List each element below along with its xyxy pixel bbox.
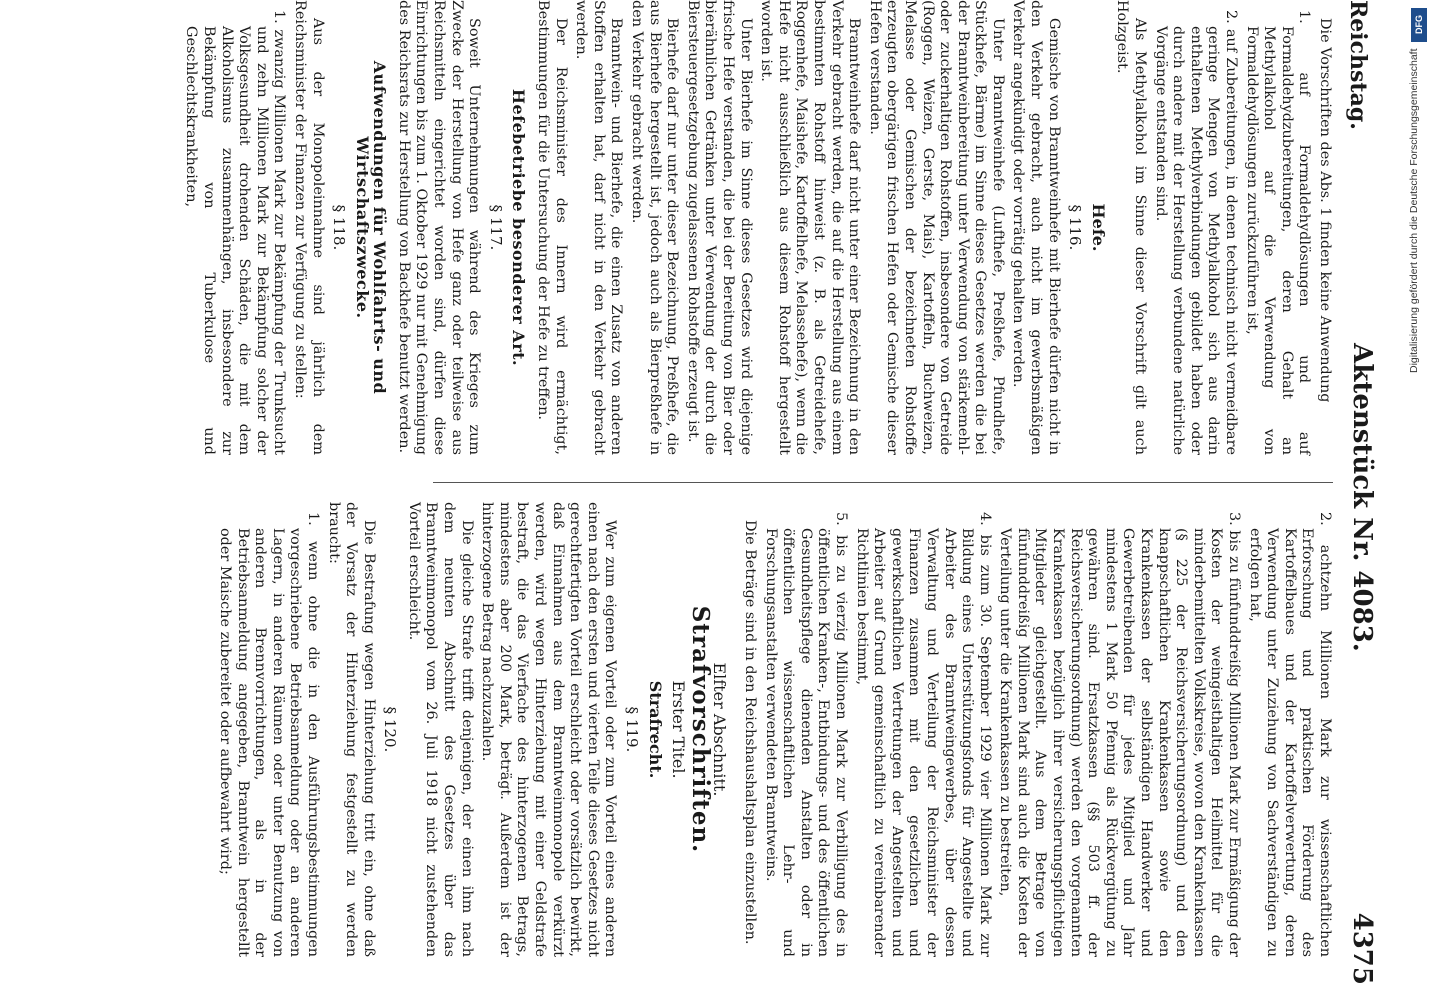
paragraph: Die Vorschriften des Abs. 1 finden keine Anwendung xyxy=(1317,18,1333,403)
paragraph: Branntwein- und Bierhefe, die einen Zusatz von anderen Stoffen erhalten hat, darf nicht in den Verkehr gebracht werden. xyxy=(573,0,625,455)
paragraph: Unter Bierhefe im Sinne dieses Gesetzes wird diejenige frische Hefe verstanden, die bei der Bereitung von Bier oder bierähnlichen Getränken unter Verwendung der durch die Biersteuergesetzgebung zugelassenen Rohstoffe erzeugt ist. xyxy=(684,0,754,455)
section-title: Hefe. xyxy=(1088,203,1108,252)
page-header xyxy=(1343,0,1377,995)
paragraph: Bierhefe darf nur unter dieser Bezeichnung, Preßhefe, die aus Bierhefe hergestellt ist, jedoch auch als Bierpreßhefe in den Verkehr gebracht werden. xyxy=(629,0,681,455)
paragraph: Die Beträge sind in den Reichshaushaltsplan einzustellen. xyxy=(742,520,758,945)
header-institution: Reichstag. xyxy=(1345,0,1371,130)
section-number: § 117. xyxy=(486,204,505,251)
dfg-logo-icon: DFG xyxy=(1411,8,1427,42)
paragraph: Branntweinhefe darf nicht unter einer Bezeichnung in den Verkehr gebracht werden, die auf die Herstellung aus einem bestimmten Rohstoff hinweist (z. B. als Getreidehefe, Roggenhefe, Maishefe, Kartoffelhefe, Melassehefe), wenn die Hefe nicht ausschließlich aus diesem Rohstoff hergestellt worden ist. xyxy=(758,0,863,455)
left-column xyxy=(179,0,1333,455)
chapter-label: Elfter Abschnitt. xyxy=(710,662,730,797)
column-divider xyxy=(433,482,1333,483)
section-number: § 116. xyxy=(1066,204,1085,251)
paragraph: Der Reichsminister des Innern wird ermächtigt, Bestimmungen für die Untersuchung der Hefe zu treffen. xyxy=(535,0,569,455)
paragraph: Unter Branntweinhefe (Lufthefe, Preßhefe, Pfundhefe, Stückhefe, Bärme) im Sinne dieses Gesetzes werden die bei der Branntweinbereitung unter Verwendung von stärkemehl- oder zuckerhaltigen Rohstoffen, insbesondere von Getreide (Roggen, Weizen, Gerste, Mais), Kartoffeln, Buchweizen, Melasse oder Gemischen der bezeichneten Rohstoffe erzeugten obergärigen frischen Hefen oder Gemische dieser Hefen verstanden. xyxy=(866,0,1006,455)
section-title: Hefebetriebe besonderer Art. xyxy=(509,88,529,367)
paragraph: Gemische von Branntweinhefe mit Bierhefe dürfen nicht in den Verkehr gebracht, auch nicht im gewerbsmäßigen Verkehr angekündigt oder vorrätig gehalten werden. xyxy=(1010,0,1062,455)
list-item: 5. bis zu vierzig Millionen Mark zur Verbilligung des in öffentlichen Kranken-, Entbindungs- und des öffentlichen Gesundheitspflege dienenden Anstalten oder in öffentlichen wissenschaftlichen Lehr- und Forschungsanstalten verwendeten Branntweins. xyxy=(762,512,849,957)
paragraph: Als Methylalkohol im Sinne dieser Vorschrift gilt auch Holzgeist. xyxy=(1114,0,1149,455)
paragraph: Die gleiche Strafe trifft denjenigen, der einen ihm nach dem neunten Abschnitt des Gesetzes über das Branntweinmonopol vom 26. Juli 1918 nicht zustehenden Vorteil erschleicht. xyxy=(405,502,475,957)
list-item: 3. bis zu fünfunddreißig Millionen Mark zur Ermäßigung der Kosten der weingeisthaltigen Heilmittel für die minderbemittelten Volkskreise, wovon den Krankenkassen (§ 225 der Reichsversicherungsordnung) und den knappschaftlichen Krankenkassen sowie den Krankenkassen der selbständigen Handwerker und Gewerbetreibenden für jedes Mitglied und Jahr mindestens 1 Mark 50 Pfennig als Rückvergütung zu gewähren sind. Ersatzkassen (§§ 503 ff. der Reichsversicherungsordnung) werden den vorgenannten Krankenkassen bezüglich ihrer versicherungspflichtigen Mitglieder gleichgestellt. Aus dem Betrage von fünfunddreißig Millionen Mark sind auch die Kosten der Verteilung unter die Krankenkassen zu bestreiten, xyxy=(997,512,1243,957)
list-item: 1. wenn ohne die in den Ausführungsbestimmungen vorgeschriebene Betriebsanmeldung oder an anderen Lagern, in anderen Räumen oder unter Benutzung von anderen Brennvorrichtungen, als in der Betriebsanmeldung angegeben, Branntwein hergestellt oder Maische zubereitet oder aufbewahrt wird; xyxy=(216,512,321,957)
subchapter-label: Erster Titel. xyxy=(669,680,689,779)
section-title: Aufwendungen für Wohlfahrts- und Wirtschaftszwecke. xyxy=(352,60,390,395)
section-number: § 118. xyxy=(330,204,349,251)
list-item: 2. auf Zubereitungen, in denen technisch nicht vermeidbare geringe Mengen von Methylalkohol sich aus darin enthaltenen Methylverbindungen gebildet haben oder durch andere mit der Herstellung verbundene natürliche Vorgänge entstanden sind. xyxy=(1152,10,1240,455)
list-item: 4. bis zum 30. September 1929 vier Millionen Mark zur Bildung eines Unterstützungsfonds für Angestellte und Arbeiter des Branntweingewerbes, über dessen Verwaltung und Verteilung der Reichsminister der Finanzen zusammen mit den gesetzlichen und gewerkschaftlichen Vertretungen der Angestellten und Arbeiter auf Grund gemeinschaftlich zu vereinbarender Richtlinien bestimmt, xyxy=(853,512,993,957)
section-number: § 120. xyxy=(381,706,400,753)
section-number: § 119. xyxy=(623,706,642,753)
paragraph: Soweit Unternehmungen während des Krieges zum Zwecke der Herstellung von Hefe ganz oder teilweise aus Reichsmitteln eingerichtet worden sind, dürfen diese Einrichtungen bis zum 1. Oktober 1929 nur mit Genehmigung des Reichsrats zur Herstellung von Backhefe benutzt werden. xyxy=(395,0,483,455)
section-title: Strafrecht. xyxy=(645,680,665,779)
list-item: 1. auf Formaldehydlösungen und auf Formaldehydzubereitungen, deren Gehalt an Methylalkohol auf die Verwendung von Formaldehydlösungen zurückzuführen ist, xyxy=(1243,10,1313,455)
right-column xyxy=(212,502,1333,957)
paragraph: Die Bestrafung wegen Hinterziehung tritt ein, ohne daß der Vorsatz der Hinterziehung festgestellt zu werden braucht: xyxy=(325,502,377,957)
header-document-title: Aktenstück Nr. 4083. xyxy=(1347,343,1377,652)
paragraph: Aus der Monopoleinnahme sind jährlich dem Reichsminister der Finanzen zur Verfügung zu stellen: xyxy=(291,0,326,455)
list-item: 1. zwanzig Millionen Mark zur Bekämpfung der Trunksucht und zehn Millionen Mark zur Bekämpfung solcher der Volksgesundheit drohenden Schäden, die mit dem Alkoholismus zusammenhängen, insbesondere zur Bekämpfung von Tuberkulose und Geschlechtskrankheiten, xyxy=(183,10,288,455)
list-item: 2. achtzehn Millionen Mark zur wissenschaftlichen Erforschung und praktischen Förderung des Kartoffelbaues und der Kartoffelverwertung, deren Verwendung unter Zuziehung von Sachverständigen zu erfolgen hat, xyxy=(1246,512,1333,957)
paragraph: Wer zum eigenen Vorteil oder zum Vorteil eines anderen einen nach den ersten und vierten Teile dieses Gesetzes nicht gerechtfertigten Vorteil erschleicht oder vorsätzlich bewirkt, daß Einnahmen aus dem Branntweinmonopole verkürzt werden, wird wegen Hinterziehung mit einer Geldstrafe bestraft, die das Vierfache des hinterzogenen Betrags, mindestens aber 200 Mark, beträgt. Außerdem ist der hinterzogene Betrag nachzuzahlen. xyxy=(479,502,619,957)
digitization-attribution: Digitalisierung gefördert durch die Deutsche Forschungsgemeinschaft xyxy=(1408,48,1420,373)
page-number: 4375 xyxy=(1347,912,1377,985)
digitization-sidebar xyxy=(1408,8,1430,998)
chapter-title: Strafvorschriften. xyxy=(686,605,714,854)
